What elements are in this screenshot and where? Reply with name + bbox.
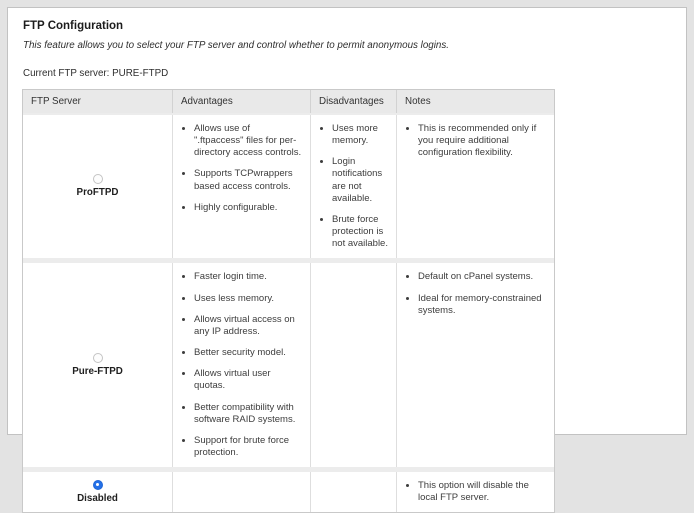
current-ftp-server-value: PURE-FTPD bbox=[112, 68, 169, 79]
radio-disabled[interactable] bbox=[93, 480, 103, 490]
column-header-disadvantages: Disadvantages bbox=[310, 90, 396, 113]
notes-item: • This option will disable the local FTP server. bbox=[418, 480, 546, 504]
advantages-cell-proftpd bbox=[172, 115, 310, 258]
notes-list-disabled bbox=[405, 480, 546, 504]
notes-list-proftpd bbox=[405, 123, 546, 159]
current-ftp-server bbox=[23, 68, 676, 79]
column-header-advantages: Advantages bbox=[172, 90, 310, 113]
page-title: FTP Configuration bbox=[23, 20, 124, 32]
advantages-item: • Allows use of ".ftpaccess" files for per-directory access controls. bbox=[194, 123, 302, 159]
disadvantages-item: • Brute force protection is not available. bbox=[332, 214, 388, 250]
advantages-cell-pure-ftpd bbox=[172, 263, 310, 467]
table-row-disabled bbox=[23, 472, 554, 512]
radio-pure-ftpd[interactable] bbox=[93, 353, 103, 363]
server-cell-pure-ftpd bbox=[23, 263, 172, 467]
advantages-item: • Support for brute force protection. bbox=[194, 435, 302, 459]
table-header-row bbox=[23, 90, 554, 113]
notes-item: • Ideal for memory-constrained systems. bbox=[418, 293, 546, 317]
ftp-configuration-panel bbox=[7, 7, 687, 504]
advantages-item: • Allows virtual user quotas. bbox=[194, 368, 302, 392]
advantages-item: • Faster login time. bbox=[194, 271, 302, 283]
server-label-disabled[interactable]: Disabled bbox=[77, 492, 118, 504]
server-cell-proftpd bbox=[23, 115, 172, 258]
table-row-pure-ftpd bbox=[23, 263, 554, 467]
disadvantages-cell-pure-ftpd bbox=[310, 263, 396, 467]
advantages-item: • Supports TCPwrappers based access controls. bbox=[194, 168, 302, 192]
radio-dot-pure-ftpd bbox=[96, 356, 99, 359]
notes-cell-disabled bbox=[396, 472, 554, 512]
ftp-server-table bbox=[22, 89, 555, 513]
advantages-list-pure-ftpd bbox=[181, 271, 302, 459]
server-label-pure-ftpd[interactable]: Pure-FTPD bbox=[72, 365, 123, 377]
notes-cell-pure-ftpd bbox=[396, 263, 554, 467]
advantages-item: • Better compatibility with software RAID systems. bbox=[194, 402, 302, 426]
radio-proftpd[interactable] bbox=[93, 174, 103, 184]
table-row-proftpd bbox=[23, 115, 554, 258]
notes-item: • This is recommended only if you require additional configuration flexibility. bbox=[418, 123, 546, 159]
radio-dot-disabled bbox=[96, 483, 99, 486]
advantages-list-proftpd bbox=[181, 123, 302, 214]
column-header-notes: Notes bbox=[396, 90, 554, 113]
advantages-item: • Better security model. bbox=[194, 347, 302, 359]
page-description: This feature allows you to select your FTP server and control whether to permit anonymous logins. bbox=[23, 40, 449, 51]
advantages-cell-disabled bbox=[172, 472, 310, 512]
advantages-item: • Uses less memory. bbox=[194, 293, 302, 305]
notes-list-pure-ftpd bbox=[405, 271, 546, 316]
notes-item: • Default on cPanel systems. bbox=[418, 271, 546, 283]
radio-dot-proftpd bbox=[96, 177, 99, 180]
disadvantages-cell-disabled bbox=[310, 472, 396, 512]
notes-cell-proftpd bbox=[396, 115, 554, 258]
disadvantages-item: • Uses more memory. bbox=[332, 123, 388, 147]
server-cell-disabled bbox=[23, 472, 172, 512]
column-header-ftp-server: FTP Server bbox=[31, 96, 81, 107]
advantages-item: • Highly configurable. bbox=[194, 202, 302, 214]
disadvantages-cell-proftpd bbox=[310, 115, 396, 258]
advantages-item: • Allows virtual access on any IP address. bbox=[194, 314, 302, 338]
disadvantages-list-proftpd bbox=[319, 123, 388, 250]
disadvantages-item: • Login notifications are not available. bbox=[332, 156, 388, 205]
table-body bbox=[23, 115, 554, 512]
server-label-proftpd[interactable]: ProFTPD bbox=[76, 186, 119, 198]
current-ftp-server-label: Current FTP server: bbox=[23, 68, 110, 79]
